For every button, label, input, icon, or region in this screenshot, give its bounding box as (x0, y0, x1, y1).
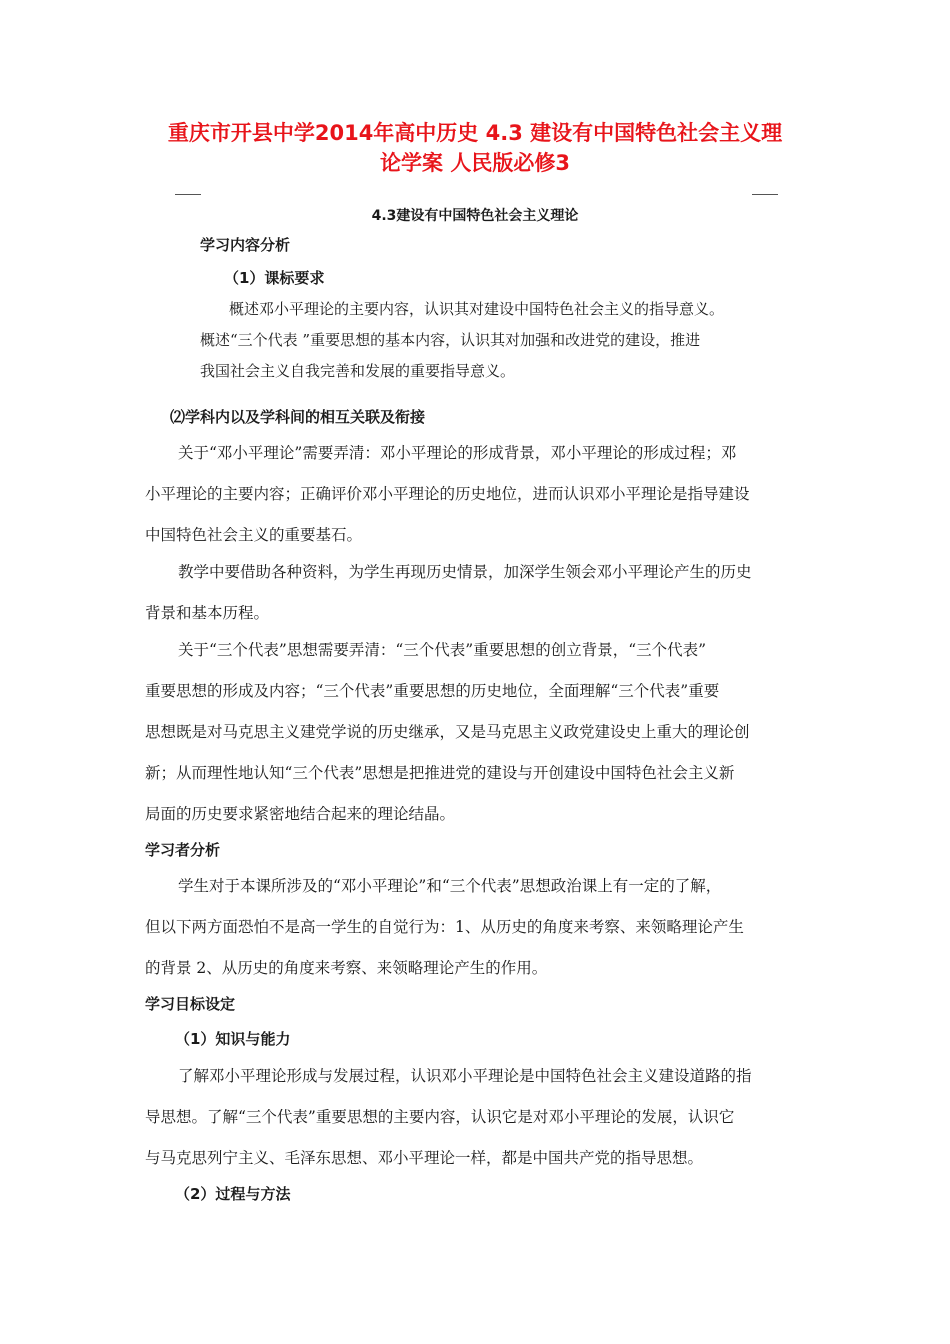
section-heading-content: 学习内容分析 (200, 236, 291, 254)
subheading-curriculum: （1）课标要求 (224, 269, 325, 287)
subheading-relation: ⑵学科内以及学科间的相互关联及衔接 (170, 408, 426, 426)
paragraph-line: 背景和基本历程。 (145, 604, 270, 622)
paragraph-line: 关于“邓小平理论”需要弄清：邓小平理论的形成背景，邓小平理论的形成过程；邓 (178, 444, 737, 462)
title-line-1: 重庆市开县中学2014年高中历史 4.3 建设有中国特色社会主义理 (167, 121, 783, 145)
page-title (110, 118, 840, 178)
paragraph-line: 但以下两方面恐怕不是高一学生的自觉行为：1、从历史的角度来考察、来领略理论产生 (145, 918, 744, 936)
curriculum-line: 概述邓小平理论的主要内容，认识其对建设中国特色社会主义的指导意义。 (229, 300, 725, 318)
subheading-knowledge: （1）知识与能力 (175, 1030, 291, 1048)
subheading-process: （2）过程与方法 (175, 1185, 291, 1203)
paragraph-line: 中国特色社会主义的重要基石。 (145, 526, 363, 544)
paragraph-line: 新；从而理性地认知“三个代表”思想是把推进党的建设与开创建设中国特色社会主义新 (145, 764, 735, 782)
section-heading-goals: 学习目标设定 (145, 995, 236, 1013)
header-rule-left (175, 194, 201, 195)
paragraph-line: 重要思想的形成及内容；“三个代表”重要思想的历史地位，全面理解“三个代表”重要 (145, 682, 720, 700)
lesson-subtitle: 4.3建设有中国特色社会主义理论 (371, 208, 579, 224)
paragraph-line: 与马克思列宁主义、毛泽东思想、邓小平理论一样，都是中国共产党的指导思想。 (145, 1149, 704, 1167)
paragraph-line: 小平理论的主要内容；正确评价邓小平理论的历史地位，进而认识邓小平理论是指导建设 (145, 485, 750, 503)
section-heading-learner: 学习者分析 (145, 841, 221, 859)
paragraph-line: 局面的历史要求紧密地结合起来的理论结晶。 (145, 805, 456, 823)
title-line-2: 论学案 人民版必修3 (380, 151, 570, 175)
header-rule-right (752, 194, 778, 195)
paragraph-line: 教学中要借助各种资料，为学生再现历史情景，加深学生领会邓小平理论产生的历史 (178, 563, 752, 581)
paragraph-line: 导思想。了解“三个代表”重要思想的主要内容，认识它是对邓小平理论的发展，认识它 (145, 1108, 735, 1126)
paragraph-line: 了解邓小平理论形成与发展过程，认识邓小平理论是中国特色社会主义建设道路的指 (178, 1067, 752, 1085)
paragraph-line: 学生对于本课所涉及的“邓小平理论”和“三个代表”思想政治课上有一定的了解， (178, 877, 722, 895)
paragraph-line: 思想既是对马克思主义建党学说的历史继承，又是马克思主义政党建设史上重大的理论创 (145, 723, 750, 741)
curriculum-line: 概述“三个代表 ”重要思想的基本内容，认识其对加强和改进党的建设，推进 (200, 331, 701, 349)
paragraph-line: 的背景 2、从历史的角度来考察、来领略理论产生的作用。 (145, 959, 548, 977)
curriculum-line: 我国社会主义自我完善和发展的重要指导意义。 (200, 362, 516, 380)
paragraph-line: 关于“三个代表”思想需要弄清：“三个代表”重要思想的创立背景，“三个代表” (178, 641, 707, 659)
